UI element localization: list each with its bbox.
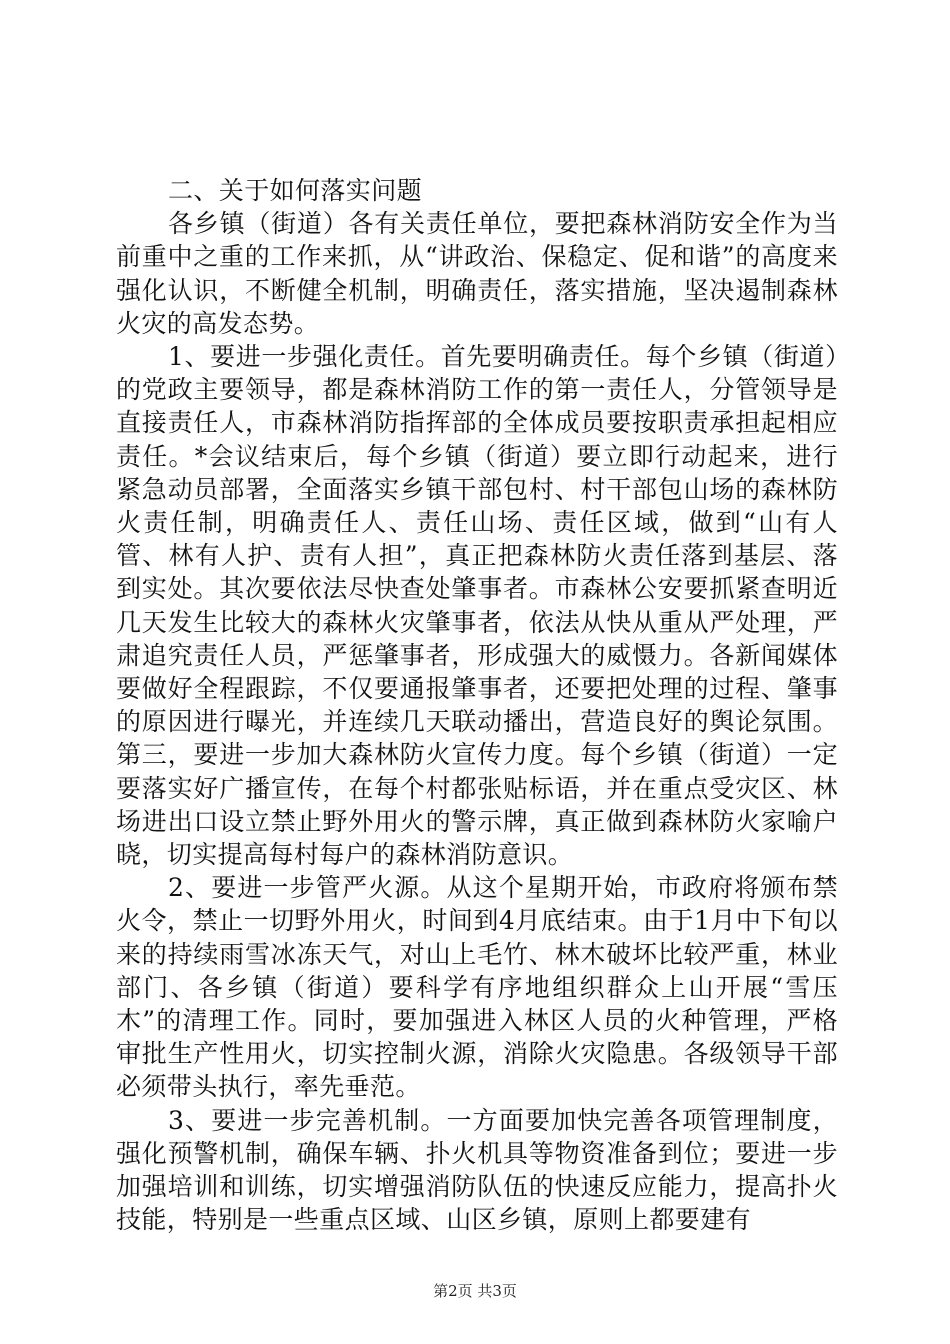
page-footer: 第2页 共3页 — [433, 1282, 517, 1300]
paragraph-intro: 各乡镇（街道）各有关责任单位，要把森林消防安全作为当前重中之重的工作来抓，从“讲政治、保稳定、促和谐”的高度来强化认识，不断健全机制，明确责任，落实措施，坚决遏制森林火灾的高发态势。 — [116, 209, 838, 338]
document-body — [116, 174, 838, 1237]
paragraph-fire-source: 2、要进一步管严火源。从这个星期开始，市政府将颁布禁火令，禁止一切野外用火，时间到4月底结束。由于1月中下旬以来的持续雨雪冰冻天气，对山上毛竹、林木破坏比较严重，林业部门、各乡镇（街道）要科学有序地组织群众上山开展“雪压木”的清理工作。同时，要加强进入林区人员的火种管理，严格审批生产性用火，切实控制火源，消除火灾隐患。各级领导干部必须带头执行，率先垂范。 — [116, 873, 838, 1102]
paragraph-mechanism: 3、要进一步完善机制。一方面要加快完善各项管理制度，强化预警机制，确保车辆、扑火机具等物资准备到位；要进一步加强培训和训练，切实增强消防队伍的快速反应能力，提高扑火技能，特别是一些重点区域、山区乡镇，原则上都要建有 — [116, 1105, 838, 1235]
paragraph-responsibility: 1、要进一步强化责任。首先要明确责任。每个乡镇（街道）的党政主要领导，都是森林消防工作的第一责任人，分管领导是直接责任人，市森林消防指挥部的全体成员要按职责承担起相应责任。*会议结束后，每个乡镇（街道）要立即行动起来，进行紧急动员部署，全面落实乡镇干部包村、村干部包山场的森林防火责任制，明确责任人、责任山场、责任区域，做到“山有人管、林有人护、责有人担”，真正把森林防火责任落到基层、落到实处。其次要依法尽快查处肇事者。市森林公安要抓紧查明近几天发生比较大的森林火灾肇事者，依法从快从重从严处理，严肃追究责任人员，严惩肇事者，形成强大的威慑力。各新闻媒体要做好全程跟踪，不仅要通报肇事者，还要把处理的过程、肇事的原因进行曝光，并连续几天联动播出，营造良好的舆论氛围。第三，要进一步加大森林防火宣传力度。每个乡镇（街道）一定要落实好广播宣传，在每个村都张贴标语，并在重点受灾区、林场进出口设立禁止野外用火的警示牌，真正做到森林防火家喻户晓，切实提高每村每户的森林消防意识。 — [116, 342, 838, 870]
section-heading: 二、关于如何落实问题 — [168, 176, 423, 205]
